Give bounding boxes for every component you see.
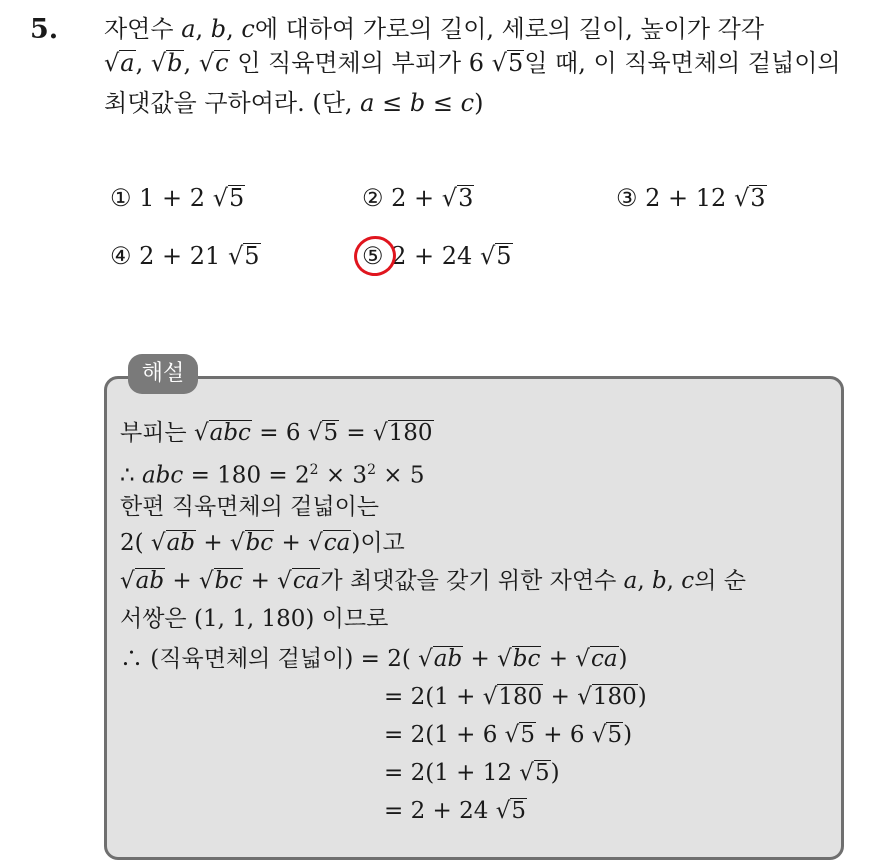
solution-line-6: 서쌍은 (1, 1, 180) 이므로 xyxy=(120,606,389,632)
solution-line-10: = 2(1 + 12 √5) xyxy=(384,760,560,786)
solution-line-1: 부피는 √abc = 6 √5 = √180 xyxy=(120,420,433,446)
solution-line-9: = 2(1 + 6 √5 + 6 √5) xyxy=(384,722,633,748)
choice-3[interactable]: ③ 2 + 12 √3 xyxy=(616,184,766,212)
question-line-1: 자연수 a, b, c에 대하여 가로의 길이, 세로의 길이, 높이가 각각 xyxy=(104,15,765,43)
selected-answer-circle xyxy=(350,232,399,280)
question-number: 5. xyxy=(30,14,59,45)
choice-5[interactable]: ⑤ 2 + 24 √5 xyxy=(362,242,512,270)
choice-2[interactable]: ② 2 + √3 xyxy=(362,184,474,212)
solution-line-7: ∴ (직육면체의 겉넓이) = 2( √ab + √bc + √ca) xyxy=(120,646,628,672)
solution-line-5: √ab + √bc + √ca가 최댓값을 갖기 위한 자연수 a, b, c의 순 xyxy=(120,568,746,594)
choice-4[interactable]: ④ 2 + 21 √5 xyxy=(110,242,260,270)
choice-1[interactable]: ① 1 + 2 √5 xyxy=(110,184,245,212)
solution-line-8: = 2(1 + √180 + √180) xyxy=(384,684,647,710)
solution-label: 해설 xyxy=(128,354,198,394)
solution-line-2: ∴ abc = $180 = 2^2 \times 3^2 \times 5$ xyxy=(120,462,425,489)
solution-line-11: = 2 + 24 √5 xyxy=(384,798,526,824)
solution-line-4: 2( √ab + √bc + √ca)이고 xyxy=(120,530,405,556)
solution-line-3: 한편 직육면체의 겉넓이는 xyxy=(120,494,380,520)
question-line-3: 최댓값을 구하여라. (단, a ≤ b ≤ c) xyxy=(104,89,484,117)
question-line-2: √a, √b, √c 인 직육면체의 부피가 6 √5일 때, 이 직육면체의 겉넓이의 xyxy=(104,49,841,77)
